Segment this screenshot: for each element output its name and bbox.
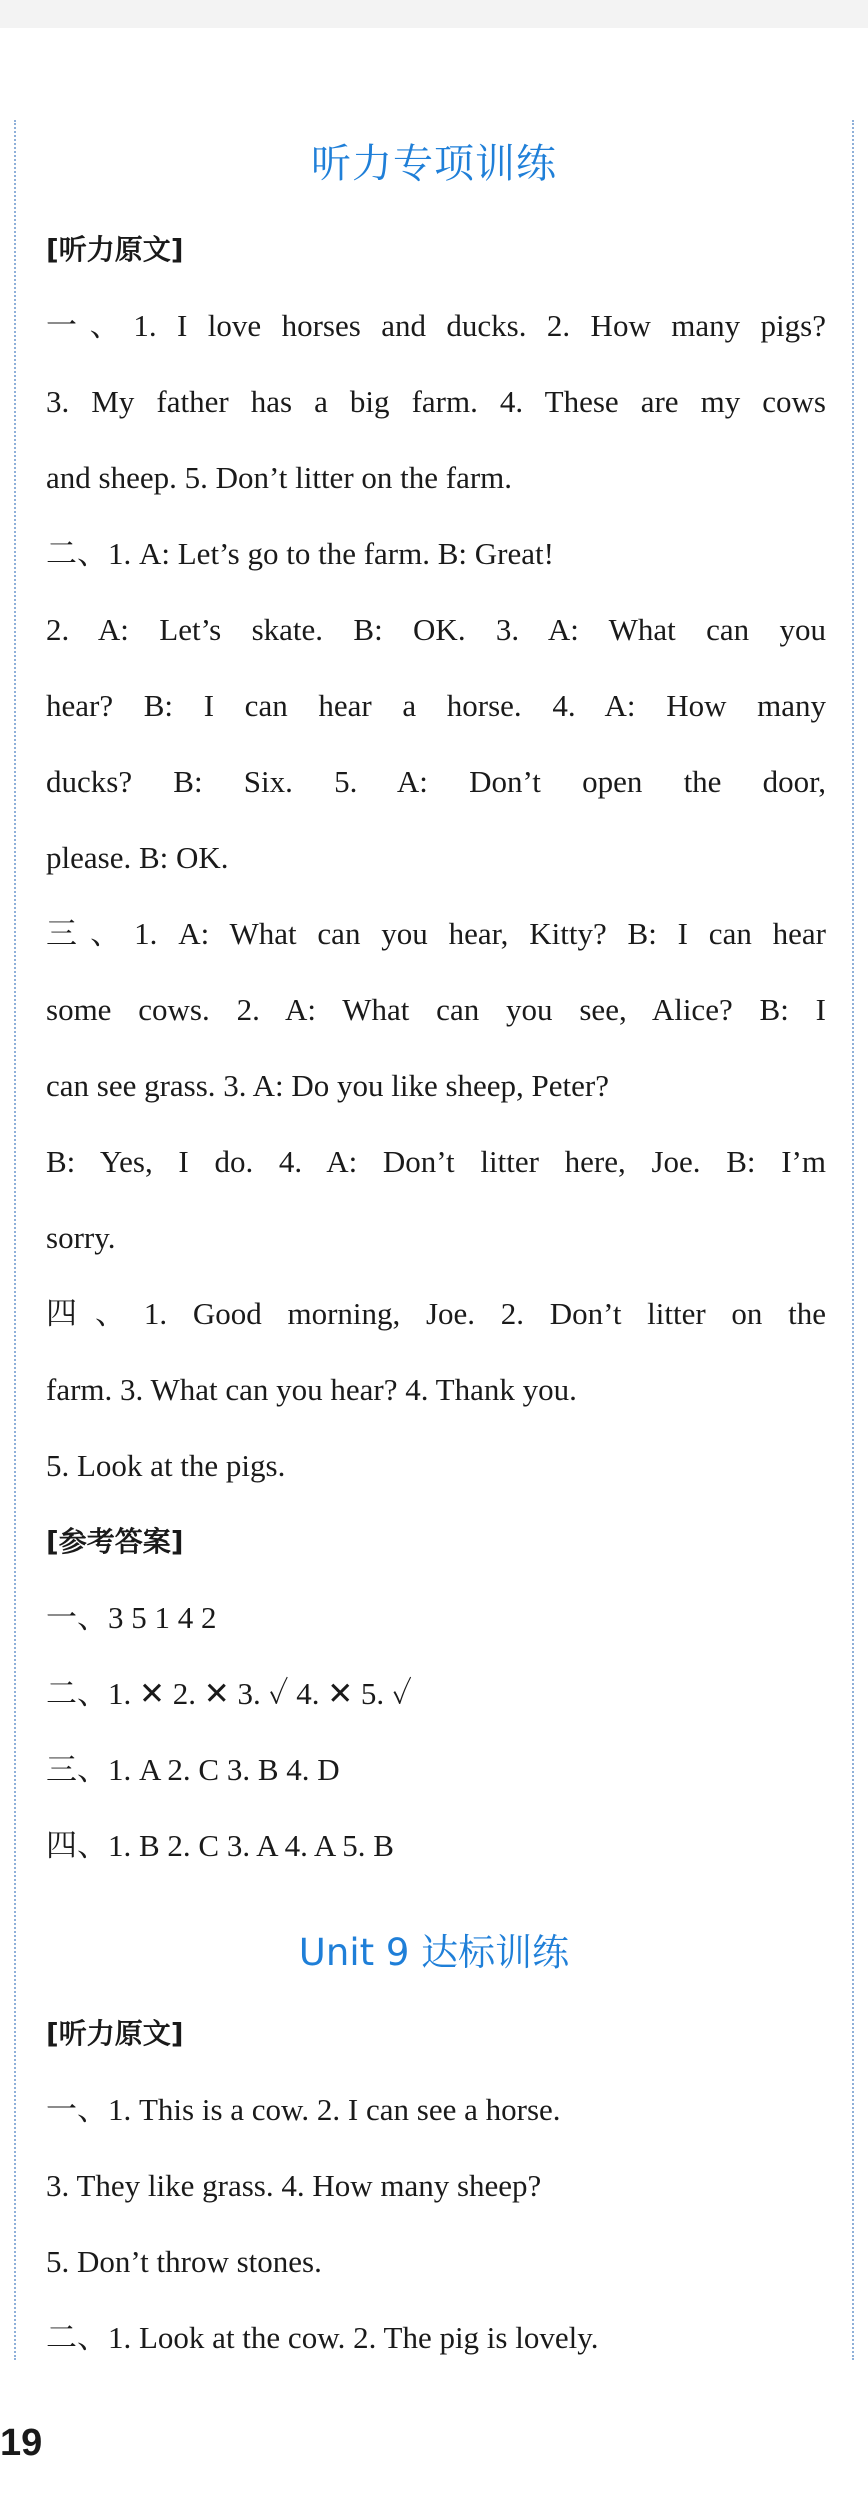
- script-line: 2. A: Let’s skate. B: OK. 3. A: What can you: [46, 612, 826, 647]
- script-line: hear? B: I can hear a horse. 4. A: How many: [46, 688, 826, 723]
- section-title-listening-practice: 听力专项训练: [311, 141, 557, 187]
- script-line: 一、1. This is a cow. 2. I can see a horse.: [46, 2092, 561, 2127]
- script-line: 3. They like grass. 4. How many sheep?: [46, 2168, 542, 2203]
- script-header: [听力原文]: [46, 233, 184, 266]
- script-line: 5. Look at the pigs.: [46, 1448, 286, 1483]
- answer-header: [参考答案]: [46, 1525, 184, 1558]
- script-line: some cows. 2. A: What can you see, Alice? B: I: [46, 992, 826, 1027]
- answer-line: 三、1. A 2. C 3. B 4. D: [46, 1752, 340, 1787]
- script-line: 二、1. Look at the cow. 2. The pig is lovely.: [46, 2320, 599, 2355]
- top-margin-band: [0, 0, 868, 28]
- script-line: please. B: OK.: [46, 840, 229, 875]
- script-header: [听力原文]: [46, 2017, 184, 2050]
- script-line: and sheep. 5. Don’t litter on the farm.: [46, 460, 513, 495]
- section-title-unit9: Unit 9 达标训练: [298, 1931, 570, 1974]
- script-line: 3. My father has a big farm. 4. These are my cows: [46, 384, 826, 419]
- script-line: 一、1. I love horses and ducks. 2. How many pigs?: [46, 308, 826, 343]
- right-dotted-rule: [852, 120, 854, 2360]
- script-line: can see grass. 3. A: Do you like sheep, Peter?: [46, 1068, 610, 1103]
- script-line: 5. Don’t throw stones.: [46, 2244, 322, 2279]
- answer-line: 一、3 5 1 4 2: [46, 1600, 217, 1635]
- answer-line: 二、1. ✕ 2. ✕ 3. ✓ 4. ✕ 5. ✓: [46, 1676, 412, 1711]
- left-dotted-rule: [14, 120, 16, 2360]
- page-number: 19: [0, 2422, 43, 2464]
- script-line: 四、1. Good morning, Joe. 2. Don’t litter on the: [46, 1296, 826, 1331]
- script-line: sorry.: [46, 1220, 116, 1255]
- script-line: 三、1. A: What can you hear, Kitty? B: I can hear: [46, 916, 826, 951]
- script-line: B: Yes, I do. 4. A: Don’t litter here, Joe. B: I’m: [46, 1144, 826, 1179]
- answer-line: 四、1. B 2. C 3. A 4. A 5. B: [46, 1828, 394, 1863]
- script-line: 二、1. A: Let’s go to the farm. B: Great!: [46, 536, 554, 571]
- script-line: farm. 3. What can you hear? 4. Thank you.: [46, 1372, 577, 1407]
- script-line: ducks? B: Six. 5. A: Don’t open the door,: [46, 764, 826, 799]
